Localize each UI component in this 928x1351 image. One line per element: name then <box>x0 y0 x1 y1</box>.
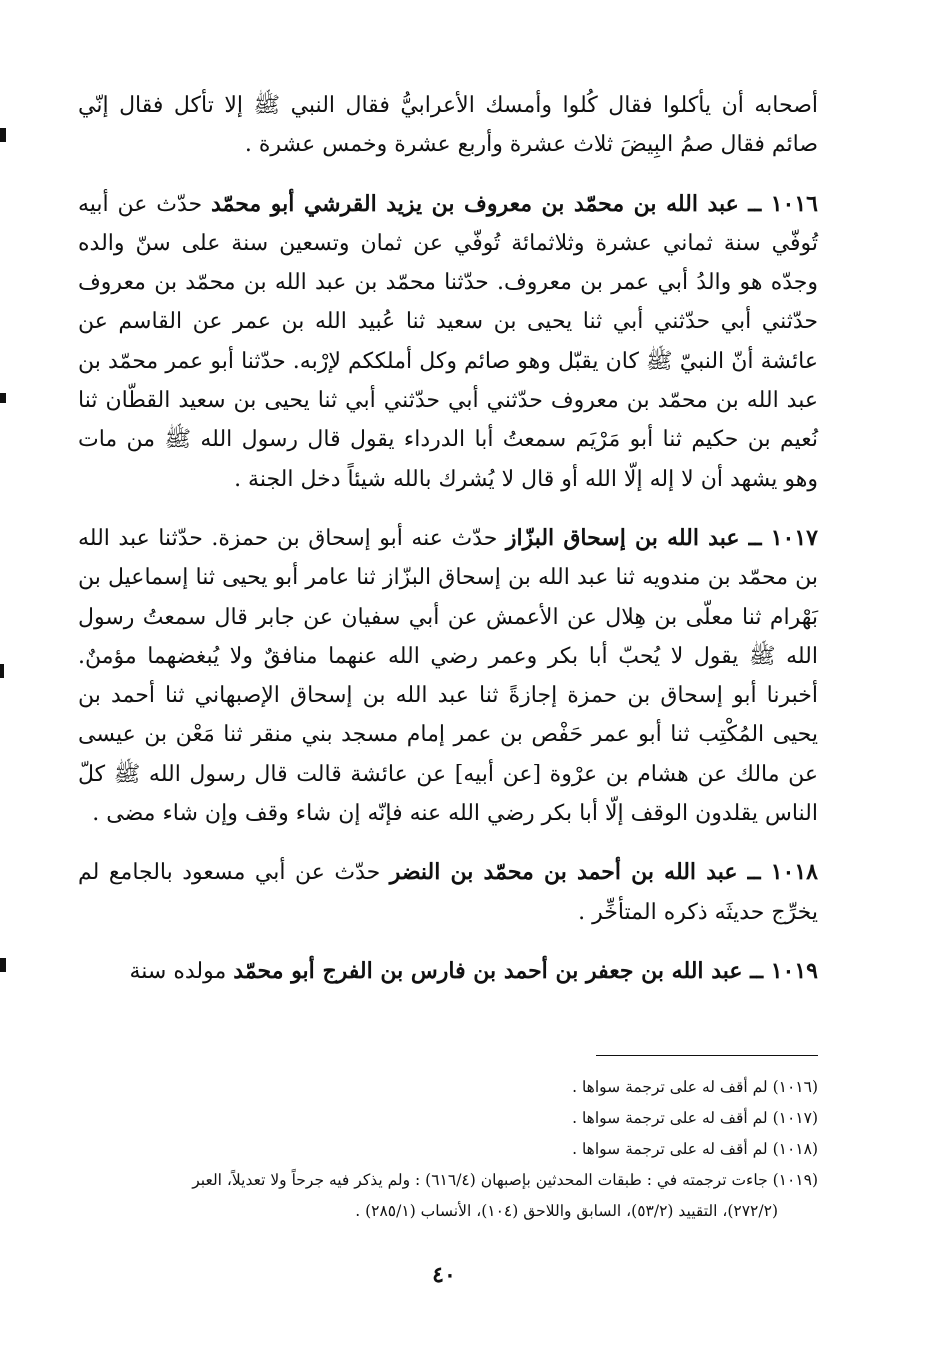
entry-text: حدّث عنه أبو إسحاق بن حمزة. حدّثنا عبد الله بن محمّد بن مندويه ثنا عبد الله بن إسحاق البزّاز ثنا عامر أبو يحيى ثنا إسماعيل بن بَهْرام ثنا معلّى بن هِلال عن الأعمش عن أبي سفيان عن جابر قال سمعتُ رسول الله ﷺ يقول لا يُحبّ أبا بكر وعمر رضي الله عنهما منافقٌ ولا يُبغضهما مؤمنٌ. أخبرنا أبو إسحاق بن حمزة إجازةً ثنا عبد الله بن إسحاق الإصبهاني ثنا أحمد بن يحيى المُكْتِب ثنا أبو عمر حَفْص بن عمر إمام مسجد بني منقر ثنا مَعْن بن عيسى عن مالك عن هشام بن عرْوة [عن أبيه] عن عائشة قالت قال رسول الله ﷺ كلّ الناس يقلدون الوقف إلّا أبا بكر رضي الله عنه فإنّه إن شاء وقف وإن شاء مضى . <box>78 525 818 827</box>
footnote-divider <box>596 1055 818 1056</box>
entry-heading: ١٠١٧ ــ عبد الله بن إسحاق البزّاز <box>505 524 818 551</box>
entry-heading: ١٠١٦ ــ عبد الله بن محمّد بن معروف بن يزيد القرشي أبو محمّد <box>210 190 818 217</box>
entry-text: حدّث عن أبيه تُوفّي سنة ثماني عشرة وثلاثمائة تُوفّي عن ثمان وتسعين سنة على سنّ والده وجدّه هو والدُ أبي عمر بن معروف. حدّثنا محمّد بن عبد الله بن محمّد بن معروف حدّثني أبي حدّثني أبي ثنا يحيى بن سعيد ثنا عُبيد الله بن عمر عن القاسم عن عائشة أنّ النبيّ ﷺ كان يقبّل وهو صائم وكل أملككم لإرْبه. حدّثنا أبو عمر محمّد بن عبد الله بن محمّد بن معروف حدّثني أبي حدّثني أبي ثنا يحيى بن سعيد القطّان ثنا نُعيم بن حكيم ثنا أبو مَرْيَم سمعتُ أبا الدرداء يقول قال رسول الله ﷺ من مات وهو يشهد أن لا إله إلّا الله أو قال لا يُشرك بالله شيئاً دخل الجنة . <box>78 191 818 492</box>
entry-1019 <box>78 952 818 991</box>
scan-edge-mark <box>0 958 6 972</box>
scan-edge-mark <box>0 128 6 142</box>
entry-1018 <box>78 853 818 932</box>
paragraph-continuation: أصحابه أن يأكلوا فقال كُلوا وأمسك الأعرابيُّ فقال النبي ﷺ إلا تأكل فقال إنّي صائم فقال صمُ البِيضَ ثلاث عشرة وأربع عشرة وخمس عشرة . <box>78 93 818 158</box>
footnotes <box>78 1072 818 1227</box>
entry-text: حدّث عن أبي مسعود بالجامع لم يخرِّج حديثَه ذكره المتأخِّر . <box>78 860 818 925</box>
scan-edge-mark <box>0 664 4 678</box>
entry-heading: ١٠١٨ ــ عبد الله بن أحمد بن محمّد بن النضر <box>389 859 818 886</box>
footnote-1016: (١٠١٦) لم أقف له على ترجمة سواها . <box>572 1078 818 1096</box>
entry-text: مولده سنة <box>129 958 234 984</box>
scan-edge-mark <box>0 393 6 403</box>
entry-1016 <box>78 185 818 499</box>
main-text <box>78 86 818 991</box>
footnote-1019-continuation: (٢٧٢/٢)، التقييد (٥٣/٢)، السابق واللاحق (١٠٤)، الأنساب (٢٨٥/١) . <box>355 1202 778 1220</box>
page-number: ٤٠ <box>432 1262 456 1288</box>
footnote-1017: (١٠١٧) لم أقف له على ترجمة سواها . <box>572 1109 818 1127</box>
entry-heading: ١٠١٩ ــ عبد الله بن جعفر بن أحمد بن فارس بن الفرج أبو محمّد <box>233 957 818 984</box>
footnote-1019: (١٠١٩) جاءت ترجمته في : طبقات المحدثين بإصبهان (٦١٦/٤) : ولم يذكر فيه جرحاً ولا تعديلاً، العبر <box>192 1171 818 1189</box>
entry-1017 <box>78 519 818 833</box>
footnote-1018: (١٠١٨) لم أقف له على ترجمة سواها . <box>572 1140 818 1158</box>
